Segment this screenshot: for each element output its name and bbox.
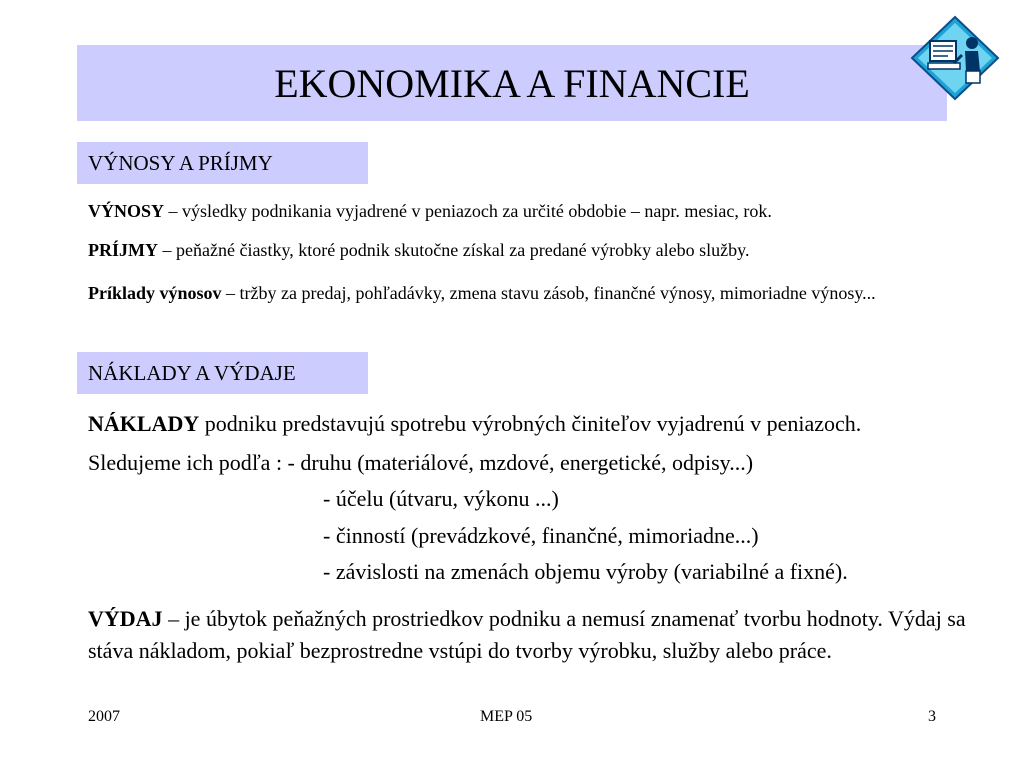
definition-naklady [88, 408, 861, 440]
term-priklady: Príklady výnosov [88, 283, 222, 303]
section-heading-label: VÝNOSY A PRÍJMY [88, 150, 273, 175]
text-vynosy: – výsledky podnikania vyjadrené v peniazoch za určité obdobie – napr. mesiac, rok. [164, 201, 772, 221]
term-naklady: NÁKLADY [88, 411, 200, 436]
criterion-cinnost: - činností (prevádzkové, finančné, mimoriadne...) [323, 523, 759, 548]
criterion-zavislost: - závislosti na zmenách objemu výroby (variabilné a fixné). [323, 559, 848, 584]
text-vydaj: – je úbytok peňažných prostriedkov podniku a nemusí znamenať tvorbu hodnoty. Výdaj sa stáva nákladom, pokiaľ bezprostredne vstúpi do tvorby výrobku, služby alebo práce. [88, 606, 966, 663]
text-priklady: – tržby za predaj, pohľadávky, zmena stavu zásob, finančné výnosy, mimoriadne výnosy... [221, 283, 876, 303]
term-prijmy: PRÍJMY [88, 240, 158, 260]
page-title: EKONOMIKA A FINANCIE [274, 60, 750, 106]
sledujeme-line: Sledujeme ich podľa : - druhu (materiálové, mzdové, energetické, odpisy...) [88, 450, 754, 475]
computer-user-icon [910, 15, 1000, 101]
title-banner [77, 45, 947, 121]
definition-vynosy [88, 198, 772, 225]
text-naklady: podniku predstavujú spotrebu výrobných činiteľov vyjadrenú v peniazoch. [199, 411, 862, 436]
term-vynosy: VÝNOSY [88, 201, 165, 221]
section-heading-vynosy [77, 142, 368, 184]
definition-vydaj [88, 603, 968, 667]
footer-page-number: 3 [928, 708, 936, 725]
footer-year: 2007 [88, 708, 120, 725]
text-prijmy: – peňažné čiastky, ktoré podnik skutočne získal za predané výrobky alebo služby. [158, 240, 750, 260]
definition-priklady [88, 280, 908, 307]
criterion-ucel: - účelu (útvaru, výkonu ...) [323, 486, 559, 511]
section-heading-naklady [77, 352, 368, 394]
definition-prijmy [88, 237, 749, 264]
section-heading-label: NÁKLADY A VÝDAJE [88, 360, 296, 385]
footer-course: MEP 05 [480, 708, 533, 725]
term-vydaj: VÝDAJ [88, 606, 163, 631]
